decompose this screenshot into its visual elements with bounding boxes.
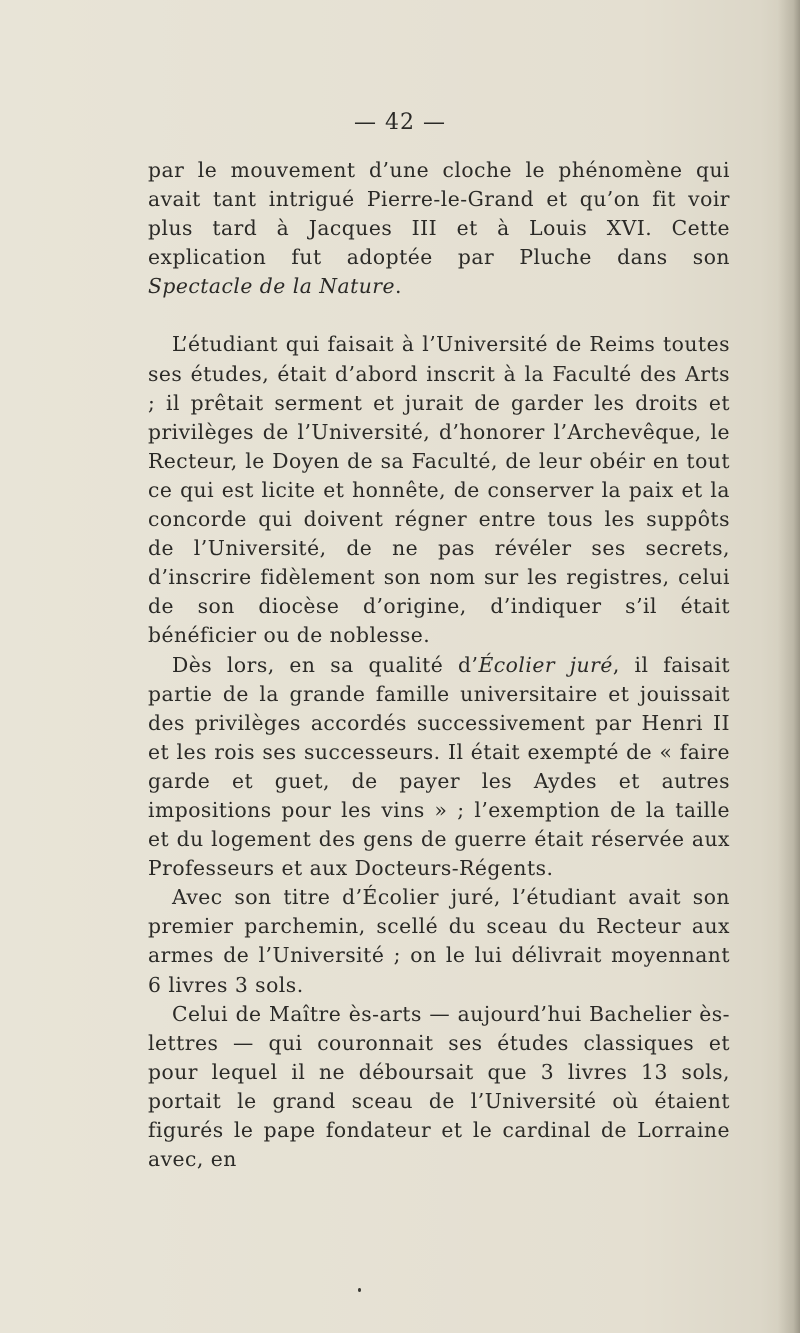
paragraph-1-end: . xyxy=(394,274,402,299)
paragraph-1-text: par le mouvement d’une cloche le phénomène qui avait tant intrigué Pierre-le-Grand et qu’on fit voir plus tard à Jacques III et à Louis XVI. Cette explication fut adoptée par Pluche dans son xyxy=(148,158,730,270)
ecolier-jure-italic: Écolier juré xyxy=(478,652,613,677)
body-text xyxy=(148,156,730,1174)
ink-speck xyxy=(358,1288,361,1292)
paragraph-3 xyxy=(148,651,730,884)
book-title-italic: Spectacle de la Nature xyxy=(148,274,395,299)
page-edge-shadow xyxy=(778,0,800,1333)
paragraph-gap xyxy=(148,301,730,330)
paragraph-2: L’étudiant qui faisait à l’Université de Reims toutes ses études, était d’abord inscrit à la Faculté des Arts ; il prêtait serment et jurait de garder les droits et privilèges de l’Université, d’honorer l’Archevêque, le Recteur, le Doyen de sa Faculté, de leur obéir en tout ce qui est licite et honnête, de conserver la paix et la concorde qui doivent régner entre tous les suppôts de l’Université, de ne pas révéler ses secrets, d’inscrire fidèlement son nom sur les registres, celui de son diocèse d’origine, d’indiquer s’il était bénéficier ou de noblesse. xyxy=(148,332,730,648)
paragraph-4: Avec son titre d’Écolier juré, l’étudiant avait son premier parchemin, scellé du sceau du Recteur aux armes de l’Université ; on le lui délivrait moyennant 6 livres 3 sols. xyxy=(148,885,730,997)
paragraph-3-rest: , il faisait partie de la grande famille universitaire et jouissait des privilèges accordés successivement par Henri II et les rois ses successeurs. Il était exempté de « faire garde et guet, de payer les Aydes et autres impositions pour les vins » ; l’exemption de la taille et du logement des gens de guerre était réservée aux Professeurs et aux Docteurs-Régents. xyxy=(148,652,730,881)
page-number: — 42 — xyxy=(354,110,446,135)
paragraph-1 xyxy=(148,156,730,301)
paragraph-5: Celui de Maître ès-arts — aujourd’hui Bachelier ès-lettres — qui couronnait ses études classiques et pour lequel il ne déboursait que 3 livres 13 sols, portait le grand sceau de l’Université où étaient figurés le pape fondateur et le cardinal de Lorraine avec, en xyxy=(148,1001,730,1172)
paragraph-3-text: Dès lors, en sa qualité d’ xyxy=(172,652,479,677)
